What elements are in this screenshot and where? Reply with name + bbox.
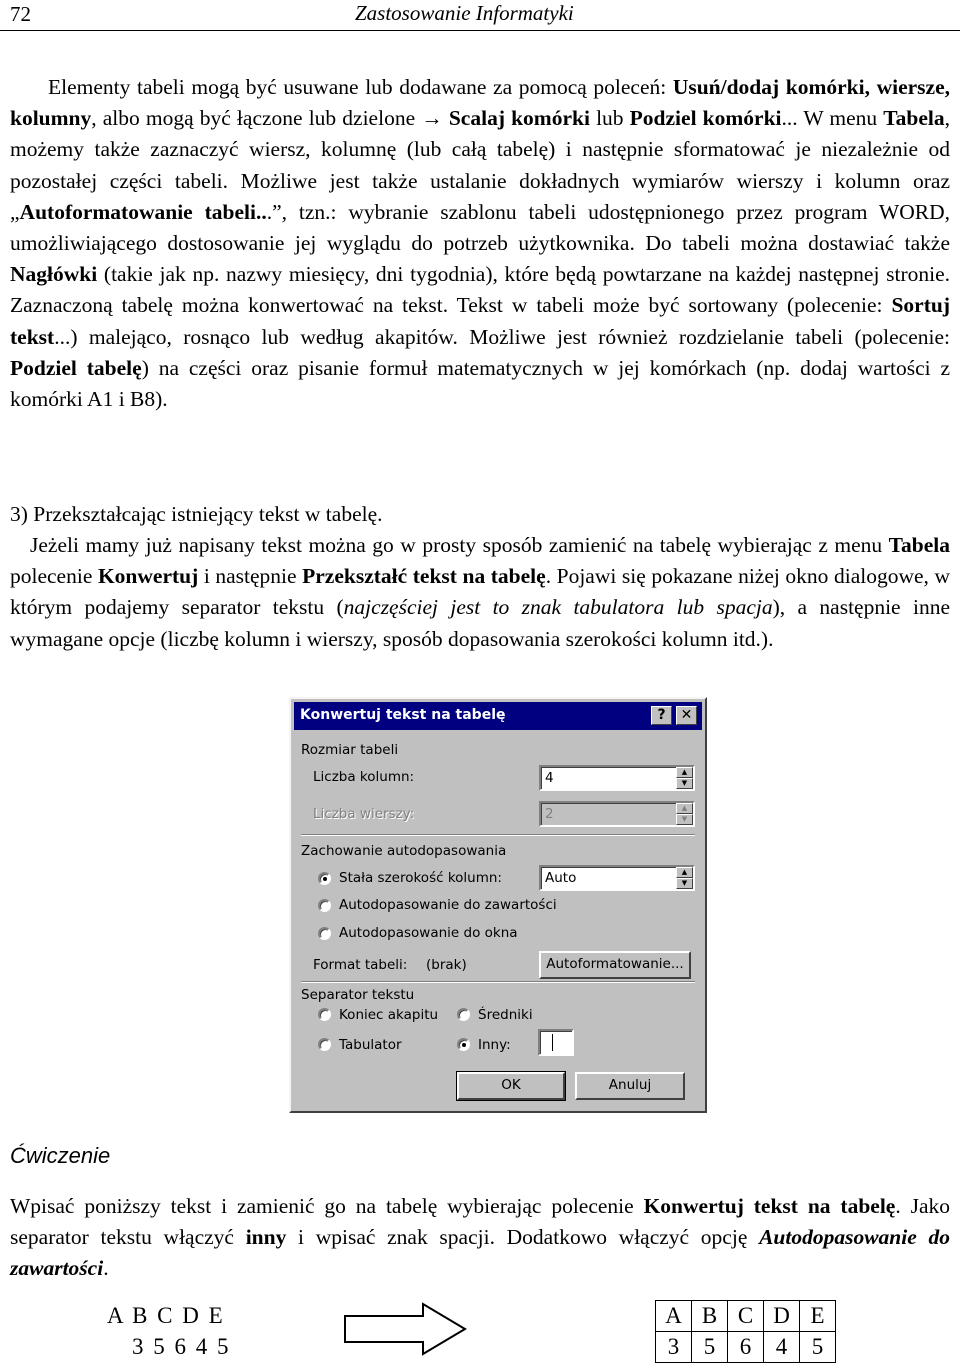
fixed-width-value: Auto — [545, 870, 577, 886]
dialog-title: Konwertuj tekst na tabelę — [300, 707, 506, 723]
sep-semicolons-label: Średniki — [478, 1007, 533, 1023]
autofit-window-label: Autodopasowanie do okna — [339, 925, 518, 941]
autofit-group-label: Zachowanie autodopasowania — [301, 843, 507, 859]
sep-other-input[interactable] — [538, 1029, 574, 1056]
right-arrow-icon — [343, 1302, 469, 1356]
result-table — [655, 1300, 836, 1363]
page-number: 72 — [10, 2, 31, 26]
columns-value: 4 — [545, 770, 554, 786]
table-cell: B — [692, 1301, 728, 1332]
fixed-width-spin-buttons[interactable] — [676, 867, 693, 889]
radio-sep-other[interactable] — [457, 1038, 470, 1051]
table-cell: A — [656, 1301, 692, 1332]
radio-autofit-contents[interactable] — [318, 899, 331, 912]
autoformat-button[interactable]: Autoformatowanie... — [539, 951, 691, 979]
text-cursor — [552, 1034, 553, 1051]
paragraph-table-editing: Elementy tabeli mogą być usuwane lub dodawane za pomocą poleceń: Usuń/dodaj komórki, wiersze, kolumny, albo mogą być łączone lub dzielone → Scalaj komórki lub Podziel komórki... W menu Tabela, możemy także zaznaczyć wiersz, kolumnę (lub całą tabelę) i następnie sformatować je niezależnie od pozostałej części tabeli. Możliwe jest także ustalanie dokładnych wymiarów wierszy i kolumn oraz „Autoformatowanie tabeli...”, tzn.: wybranie szablonu tabeli udostępnionego przez program WORD, umożliwiającego dostosowanie jej wyglądu do potrzeb użytkownika. Do tabeli można dostawiać także Nagłówki (takie jak np. nazwy miesięcy, dni tygodnia), które będą powtarzane na każdej następnej stronie. Zaznaczoną tabelę można konwertować na tekst. Tekst w tabeli może być sortowany (polecenie: Sortuj tekst...) malejąco, rosnąco lub według akapitów. Możliwe jest również rozdzielanie tabeli (polecenie: Podziel tabelę) na części oraz pisanie formuł matematycznych w jej komórkach (np. dodaj wartości z komórki A1 i B8). — [10, 75, 951, 412]
radio-sep-semicolons[interactable] — [457, 1008, 470, 1021]
columns-label: Liczba kolumn: — [313, 769, 415, 785]
ok-button[interactable]: OK — [457, 1072, 565, 1100]
fixed-width-spinner[interactable] — [539, 865, 695, 891]
autofit-contents-label: Autodopasowanie do zawartości — [339, 897, 557, 913]
rows-spin-buttons[interactable] — [676, 803, 693, 825]
sep-other-label: Inny: — [478, 1037, 511, 1053]
table-cell: C — [728, 1301, 764, 1332]
table-format-value: (brak) — [426, 957, 467, 973]
running-title: Zastosowanie Informatyki — [355, 1, 574, 25]
table-cell: 4 — [764, 1332, 800, 1363]
sep-paragraphs-label: Koniec akapitu — [339, 1007, 439, 1023]
arrow-symbol: → — [421, 106, 443, 131]
radio-fixed-width[interactable] — [318, 872, 331, 885]
spin-down-icon[interactable]: ▼ — [676, 778, 693, 789]
exercise-instructions: Wpisać poniższy tekst i zamienić go na tabelę wybierając polecenie Konwertuj tekst na tabelę. Jako separator tekstu włączyć inny i wpisać znak spacji. Dodatkowo włączyć opcję Autodopasowanie do zawartości. — [10, 1194, 951, 1281]
spin-up-icon[interactable]: ▲ — [676, 867, 693, 878]
help-button[interactable]: ? — [651, 706, 672, 725]
source-text-line1: A B C D E — [107, 1303, 225, 1328]
spin-down-icon[interactable]: ▼ — [676, 814, 693, 825]
radio-sep-tabs[interactable] — [318, 1038, 331, 1051]
paragraph-convert-text: Jeżeli mamy już napisany tekst można go w prosty sposób zamienić na tabelę wybierając z menu Tabela polecenie Konwertuj i następnie Przekształć tekst na tabelę. Pojawi się pokazane niżej okno dialogowe, w którym podajemy separator tekstu (najczęściej jest to znak tabulatora lub spacja), a następnie inne wymagane opcje (liczbę kolumn i wierszy, sposób dopasowania szerokości kolumn itd.). — [10, 533, 951, 651]
exercise-heading: Ćwiczenie — [10, 1143, 111, 1168]
table-cell: 3 — [656, 1332, 692, 1363]
sep-tabs-label: Tabulator — [339, 1037, 402, 1053]
source-text-line2: 3 5 6 4 5 — [132, 1334, 231, 1359]
section-heading-convert: 3) Przekształcając istniejący tekst w tabelę. — [10, 502, 383, 526]
spin-down-icon[interactable]: ▼ — [676, 878, 693, 889]
table-row — [656, 1332, 836, 1363]
convert-dialog — [289, 697, 707, 1113]
cancel-button[interactable]: Anuluj — [575, 1072, 685, 1100]
table-size-group-label: Rozmiar tabeli — [301, 742, 399, 758]
radio-autofit-window[interactable] — [318, 927, 331, 940]
divider — [301, 981, 695, 983]
close-button[interactable]: ✕ — [676, 706, 697, 725]
columns-spin-buttons[interactable] — [676, 767, 693, 789]
rows-spinner[interactable] — [539, 801, 695, 827]
table-format-label: Format tabeli: — [313, 957, 408, 973]
divider — [301, 834, 695, 836]
spin-up-icon[interactable]: ▲ — [676, 767, 693, 778]
table-cell: 6 — [728, 1332, 764, 1363]
columns-spinner[interactable] — [539, 765, 695, 791]
rows-label: Liczba wierszy: — [313, 806, 415, 822]
table-cell: D — [764, 1301, 800, 1332]
fixed-width-label: Stała szerokość kolumn: — [339, 870, 502, 886]
radio-sep-paragraphs[interactable] — [318, 1008, 331, 1021]
separator-group-label: Separator tekstu — [301, 987, 415, 1003]
table-cell: 5 — [692, 1332, 728, 1363]
table-cell: E — [800, 1301, 836, 1332]
table-row — [656, 1301, 836, 1332]
dialog-titlebar — [294, 702, 702, 730]
spin-up-icon[interactable]: ▲ — [676, 803, 693, 814]
rows-value: 2 — [545, 806, 554, 822]
table-cell: 5 — [800, 1332, 836, 1363]
page-header — [0, 0, 960, 31]
